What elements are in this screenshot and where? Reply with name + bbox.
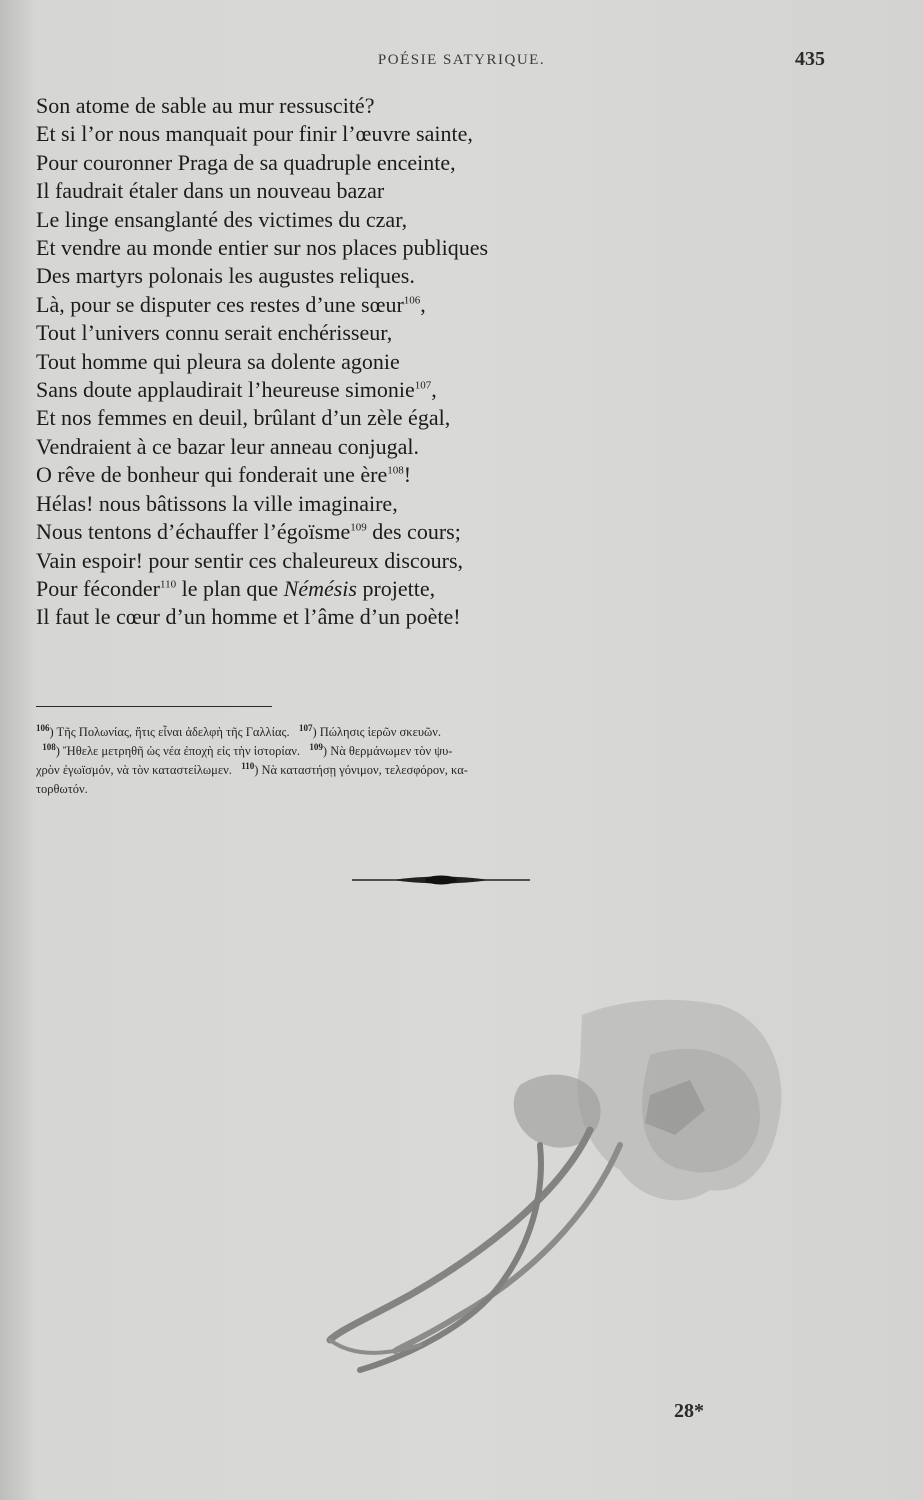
verse-line: Nous tentons d’échauffer l’égoïsme$^{109}$ des cours;	[36, 519, 461, 545]
footnote-number: 109	[309, 741, 323, 752]
footnote-line: $^{106}$) Τῆς Πολωνίας, ἥτις εἶναι ἀδελφὴ τῆς Γαλλίας. $^{107}$) Πώλησις ἱερῶν σκευῶν.	[36, 722, 442, 739]
verse-line: Hélas! nous bâtissons la ville imaginaire,	[36, 490, 398, 516]
verse-line: Vendraient à ce bazar leur anneau conjugal.	[36, 433, 419, 459]
footnote-number: 107	[298, 722, 313, 733]
footnote-line: χρὸν ἐγωϊσμόν, νὰ τὸν καταστείλωμεν. $^{110}$) Νὰ καταστήσῃ γόνιμον, τελεσφόρον, κα-	[36, 760, 468, 777]
note-reference: 108	[387, 464, 404, 477]
note-reference: 110	[160, 578, 177, 591]
verse-line: Et nos femmes en deuil, brûlant d’un zèle égal,	[36, 405, 451, 431]
signature-mark: 28*	[674, 1400, 704, 1422]
verse-line: Là, pour se disputer ces restes d’une sœur$^{106}$,	[36, 291, 426, 317]
verse-line: Pour couronner Praga de sa quadruple enceinte,	[36, 149, 456, 175]
footnote-number: 110	[241, 760, 255, 771]
note-reference: 107	[414, 379, 432, 392]
running-head	[0, 48, 923, 76]
verse-line: Et vendre au monde entier sur nos places publiques	[36, 235, 489, 261]
verse-line: Son atome de sable au mur ressuscité?	[36, 93, 375, 118]
verse-line: Il faut le cœur d’un homme et l’âme d’un poète!	[36, 604, 461, 630]
footnote-number: 108	[42, 741, 56, 752]
footnote-number: 106	[36, 722, 50, 733]
footnote-rule	[36, 706, 272, 707]
verse-line: Il faudrait étaler dans un nouveau bazar	[36, 178, 385, 204]
footnotes	[36, 723, 816, 799]
footnote-line: $^{108}$) Ἤθελε μετρηθῆ ὡς νέα ἐποχὴ εἰς τὴν ἱστορίαν. $^{109}$) Νὰ θερμάνωμεν τὸν ψυ-	[42, 741, 453, 758]
verse-line: Tout homme qui pleura sa dolente agonie	[36, 348, 400, 374]
verse-line: Et si l’or nous manquait pour finir l’œuvre sainte,	[36, 121, 473, 147]
footnote-line: τορθωτόν.	[36, 782, 88, 796]
note-reference: 106	[403, 294, 421, 307]
poem	[36, 92, 636, 632]
verse-line: Sans doute applaudirait l’heureuse simonie$^{107}$,	[36, 377, 437, 403]
verse-line: Pour féconder$^{110}$ le plan que Némésis projette,	[36, 575, 436, 601]
verse-line: O rêve de bonheur qui fonderait une ère$^{108}$!	[36, 462, 412, 488]
verse-line: Vain espoir! pour sentir ces chaleureux discours,	[36, 547, 464, 573]
page-number: 435	[795, 48, 825, 70]
ornament-divider-icon	[352, 873, 530, 887]
italic-name: Némésis	[283, 575, 357, 601]
verse-line: Des martyrs polonais les augustes reliques.	[36, 263, 415, 289]
pressed-flower-icon	[290, 995, 810, 1415]
note-reference: 109	[350, 521, 367, 534]
verse-line: Le linge ensanglanté des victimes du czar,	[36, 206, 408, 232]
verse-line: Tout l’univers connu serait enchérisseur,	[36, 320, 393, 346]
running-title: POÉSIE SATYRIQUE.	[377, 52, 546, 68]
